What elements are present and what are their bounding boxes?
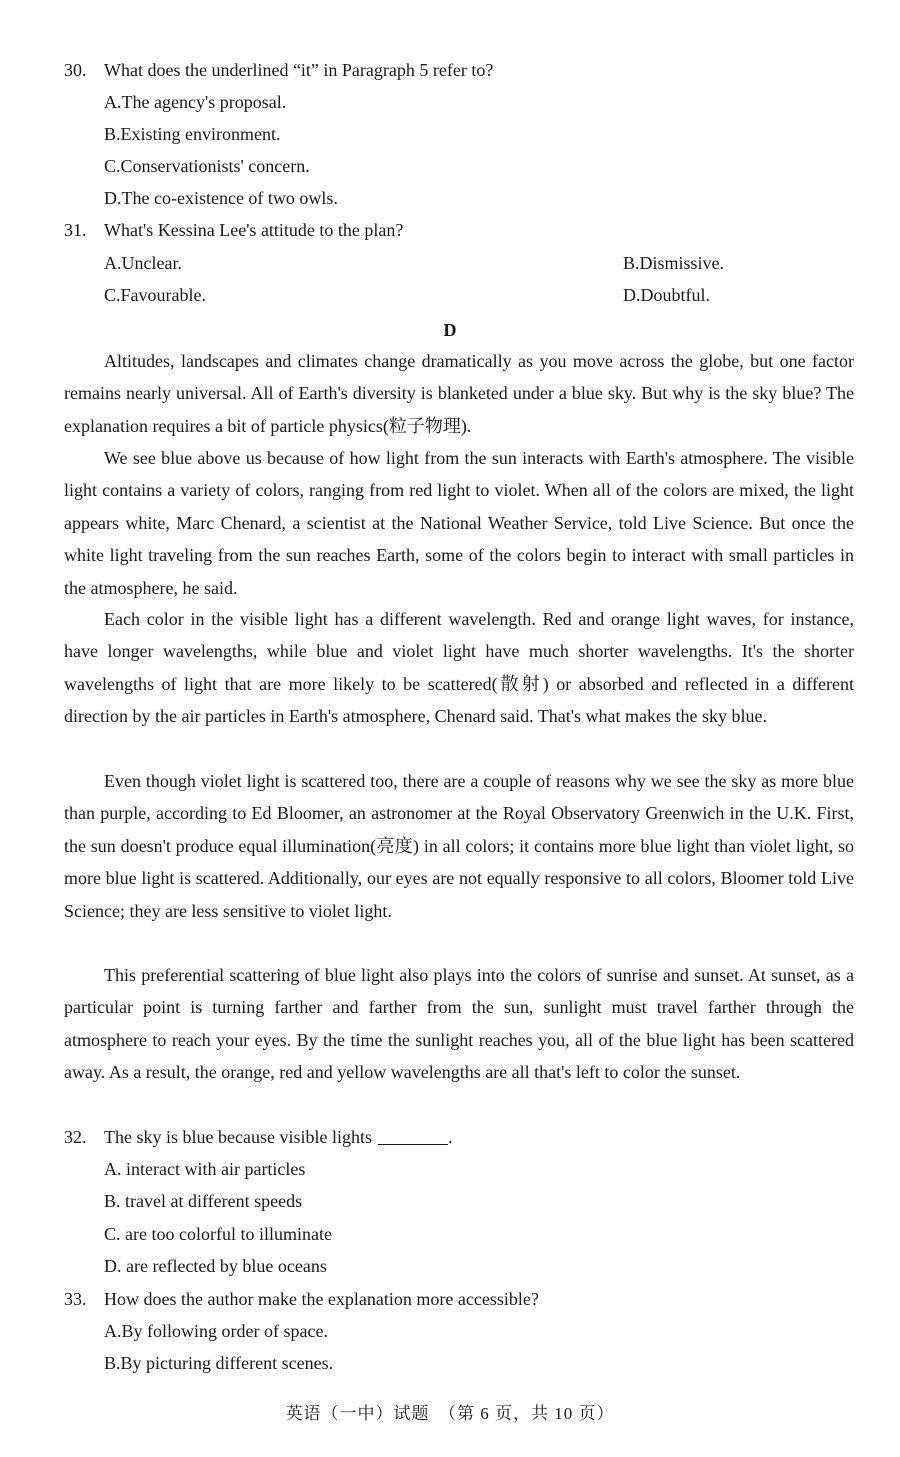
passage-paragraph-5: This preferential scattering of blue light also plays into the colors of sunrise and sunset. At sunset, as a particular point is turning farther and farther from the sun, sunlight must travel farther through the atmosphere to reach your eyes. By the time the sunlight reaches you, all of the blue light has been scattered away. As a result, the orange, red and yellow wavelengths are all that's left to color the sunset. — [64, 965, 854, 1083]
question-number: 33. — [64, 1289, 87, 1309]
option-b: B.Existing environment. — [104, 124, 281, 144]
question-33 — [64, 1283, 854, 1315]
question-number: 31. — [64, 220, 87, 240]
section-title: D — [443, 320, 457, 340]
question-number: 32. — [64, 1127, 87, 1147]
page-footer: 英语（一中）试题 （第 6 页，共 10 页） — [285, 1404, 615, 1423]
option-b: B.Dismissive. — [623, 253, 725, 273]
question-stem: What does the underlined “it” in Paragraph 5 refer to? — [104, 60, 494, 80]
passage-paragraph-4: Even though violet light is scattered too, there are a couple of reasons why we see the sky as more blue than purple, according to Ed Bloomer, an astronomer at the Royal Observatory Greenwich in the U.K. First, the sun doesn't produce equal illumination(亮度) in all colors; it contains more blue light than violet light, so more blue light is scattered. Additionally, our eyes are not equally responsive to all colors, Bloomer told Live Science; they are less sensitive to violet light. — [64, 771, 854, 921]
option-a: A. interact with air particles — [104, 1159, 306, 1179]
option-c: C. are too colorful to illuminate — [104, 1224, 332, 1244]
option-d: D.The co-existence of two owls. — [104, 188, 338, 208]
question-32 — [64, 1121, 854, 1153]
option-a: A.By following order of space. — [104, 1321, 328, 1341]
passage-paragraph-2: We see blue above us because of how light from the sun interacts with Earth's atmosphere. The visible light contains a variety of colors, ranging from red light to violet. When all of the colors are mixed, the light appears white, Marc Chenard, a scientist at the National Weather Service, told Live Science. But once the white light traveling from the sun reaches Earth, some of the colors begin to interact with small particles in the atmosphere, he said. — [64, 448, 854, 598]
option-c: C.Conservationists' concern. — [104, 156, 310, 176]
option-a: A.The agency's proposal. — [104, 92, 287, 112]
passage-paragraph-1: Altitudes, landscapes and climates change dramatically as you move across the globe, but one factor remains nearly universal. All of Earth's diversity is blanketed under a blue sky. But why is the sky blue? The explanation requires a bit of particle physics(粒子物理). — [64, 351, 854, 436]
option-a: A.Unclear. — [104, 253, 182, 273]
question-stem-end: . — [447, 1127, 453, 1147]
answer-blank — [378, 1126, 448, 1145]
question-stem: What's Kessina Lee's attitude to the plan? — [104, 220, 404, 240]
question-30 — [64, 54, 854, 86]
question-stem: How does the author make the explanation more accessible? — [104, 1289, 539, 1309]
option-b: B.By picturing different scenes. — [104, 1353, 334, 1373]
option-d: D. are reflected by blue oceans — [104, 1256, 327, 1276]
option-c: C.Favourable. — [104, 285, 206, 305]
option-b: B. travel at different speeds — [104, 1191, 303, 1211]
option-d: D.Doubtful. — [623, 285, 710, 305]
question-stem: The sky is blue because visible lights — [104, 1127, 372, 1147]
question-number: 30. — [64, 60, 87, 80]
passage-paragraph-3: Each color in the visible light has a different wavelength. Red and orange light waves, for instance, have longer wavelengths, while blue and violet light have much shorter wavelengths. It's the shorter wavelengths of light that are more likely to be scattered(散射) or absorbed and reflected in a different direction by the air particles in Earth's atmosphere, Chenard said. That's what makes the sky blue. — [64, 609, 854, 727]
question-31 — [64, 214, 854, 246]
